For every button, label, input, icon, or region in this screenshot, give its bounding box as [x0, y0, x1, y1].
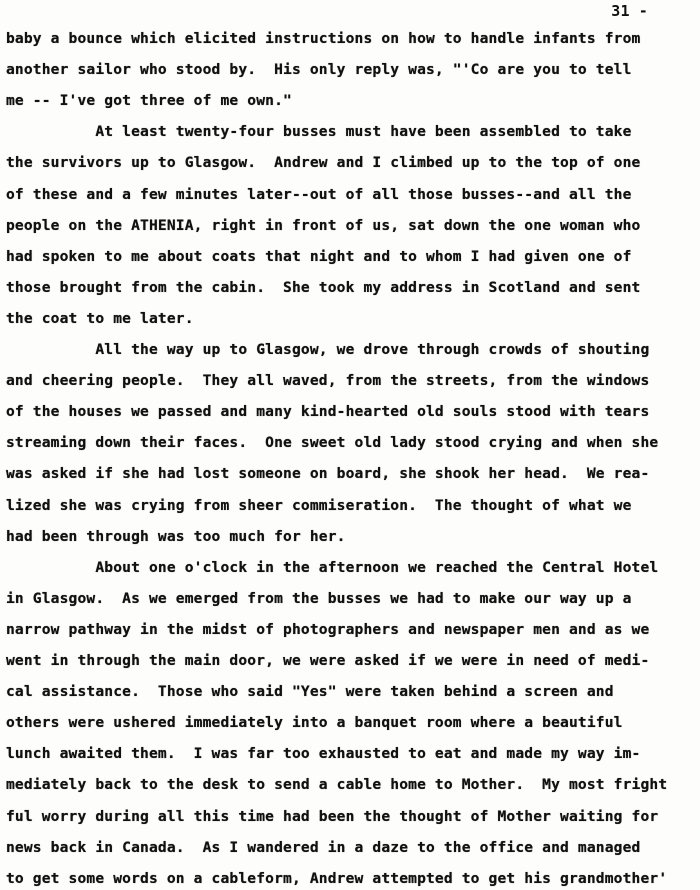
text-line: went in through the main door, we were asked if we were in need of medi-	[6, 652, 650, 669]
text-line: the survivors up to Glasgow. Andrew and I climbed up to the top of one	[6, 154, 641, 172]
text-line: me -- I've got three of me own."	[6, 92, 292, 110]
text-line: lized she was crying from sheer commiseration. The thought of what we	[6, 496, 632, 514]
text-line: the coat to me later.	[6, 309, 194, 327]
text-line: those brought from the cabin. She took my address in Scotland and sent	[6, 278, 641, 296]
text-line: of these and a few minutes later--out of all those busses--and all the	[6, 185, 632, 203]
text-line: another sailor who stood by. His only reply was, "'Co are you to tell	[6, 61, 632, 79]
text-line: had spoken to me about coats that night and to whom I had given one of	[6, 247, 632, 265]
text-line: baby a bounce which elicited instructions on how to handle infants from	[6, 30, 641, 47]
text-line: mediately back to the desk to send a cable home to Mother. My most fright	[6, 776, 668, 794]
text-line: At least twenty-four busses must have been assembled to take	[6, 123, 632, 141]
page-number: 31 -	[611, 2, 648, 20]
text-line: in Glasgow. As we emerged from the busses we had to make our way up a	[6, 589, 632, 607]
text-line: narrow pathway in the midst of photographers and newspaper men and as we	[6, 620, 650, 638]
text-line: lunch awaited them. I was far too exhausted to eat and made my way im-	[6, 745, 641, 763]
text-line: ful worry during all this time had been the thought of Mother waiting for	[6, 807, 659, 825]
text-line: had been through was too much for her.	[6, 527, 346, 545]
text-line: people on the ATHENIA, right in front of us, sat down the one woman who	[6, 216, 641, 234]
text-line: cal assistance. Those who said "Yes" were taken behind a screen and	[6, 683, 614, 701]
text-line: About one o'clock in the afternoon we reached the Central Hotel	[6, 558, 659, 576]
text-line: was asked if she had lost someone on board, she shook her head. We rea-	[6, 465, 650, 483]
text-line: and cheering people. They all waved, from the streets, from the windows	[6, 372, 650, 390]
text-line: to get some words on a cableform, Andrew attempted to get his grandmother'	[6, 869, 668, 887]
text-line: All the way up to Glasgow, we drove through crowds of shouting	[6, 341, 650, 358]
text-line: news back in Canada. As I wandered in a daze to the office and managed	[6, 838, 641, 856]
text-line: of the houses we passed and many kind-hearted old souls stood with tears	[6, 403, 650, 421]
text-line: others were ushered immediately into a banquet room where a beautiful	[6, 714, 623, 732]
text-line: streaming down their faces. One sweet old lady stood crying and when she	[6, 434, 659, 452]
